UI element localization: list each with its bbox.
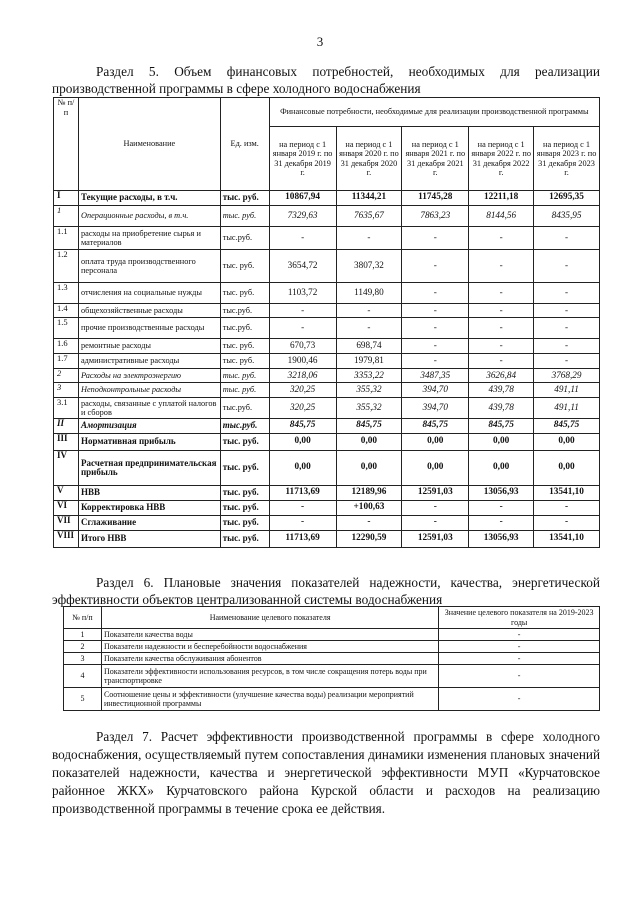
row-value: 1900,46 [269,354,336,369]
table-row [54,486,600,501]
row-value: - [534,318,600,339]
row-name: общехозяйственные расходы [78,304,220,318]
row-name: оплата труда производственного персонала [78,250,220,283]
row-unit: тыс. руб. [220,283,269,304]
row-unit: тыс. руб. [220,501,269,516]
row-name: Текущие расходы, в т.ч. [78,191,220,206]
row-number: 3 [54,383,79,398]
table-row [64,688,600,711]
row-value: - [439,665,600,688]
row-number: 3 [64,653,102,665]
row-value: 11713,69 [269,531,336,548]
row-value: - [534,501,600,516]
row-name: НВВ [78,486,220,501]
header-name: Наименование [78,98,220,191]
table-row [54,304,600,318]
row-name: Операционные расходы, в т.ч. [78,206,220,227]
row-value: 12211,18 [469,191,534,206]
row-value: - [469,339,534,354]
row-unit: тыс.руб. [220,318,269,339]
row-value: 3218,06 [269,369,336,383]
header-period: на период с 1 января 2019 г. по 31 декабря 2019 г. [269,127,336,191]
row-name: Соотношение цены и эффективности (улучшение качества воды) реализации мероприятий инвестиционной программы [101,688,438,711]
row-value: 845,75 [336,419,402,434]
row-value: - [402,516,469,531]
row-value: 7329,63 [269,206,336,227]
header-period: на период с 1 января 2023 г. по 31 декабря 2023 г. [534,127,600,191]
row-value: 3626,84 [469,369,534,383]
row-value: 12695,35 [534,191,600,206]
header-period: на период с 1 января 2020 г. по 31 декабря 2020 г. [336,127,402,191]
row-value: 12591,03 [402,486,469,501]
row-unit: тыс. руб. [220,206,269,227]
row-unit: тыс. руб. [220,250,269,283]
row-value: - [534,250,600,283]
row-number: III [54,434,79,451]
row-value: 3353,22 [336,369,402,383]
row-value: - [469,501,534,516]
row-number: VIII [54,531,79,548]
row-unit: тыс.руб. [220,419,269,434]
row-value: 439,78 [469,398,534,419]
header-group: Финансовые потребности, необходимые для реализации производственной программы [269,98,599,127]
row-value: - [336,304,402,318]
row-value: 845,75 [469,419,534,434]
table-row [64,665,600,688]
financial-needs-table [53,97,600,548]
row-unit: тыс. руб. [220,383,269,398]
row-number: 1.2 [54,250,79,283]
row-value: 8144,56 [469,206,534,227]
row-value: 0,00 [534,451,600,486]
row-value: 7863,23 [402,206,469,227]
header-value: Значение целевого показателя на 2019-2023 годы [439,607,600,629]
row-name: Показатели качества обслуживания абонентов [101,653,438,665]
row-name: Расчетная предпринимательская прибыль [78,451,220,486]
row-value: 12189,96 [336,486,402,501]
row-unit: тыс. руб. [220,354,269,369]
row-value: 0,00 [402,434,469,451]
row-value: +100,63 [336,501,402,516]
row-value: 3768,29 [534,369,600,383]
row-value: 670,73 [269,339,336,354]
row-name: Неподконтрольные расходы [78,383,220,398]
row-number: II [54,419,79,434]
row-number: 1.7 [54,354,79,369]
row-value: - [534,339,600,354]
row-value: - [402,227,469,250]
header-period: на период с 1 января 2022 г. по 31 декабря 2022 г. [469,127,534,191]
row-unit: тыс. руб. [220,486,269,501]
row-value: - [439,653,600,665]
header-period: на период с 1 января 2021 г. по 31 декабря 2021 г. [402,127,469,191]
row-name: прочие производственные расходы [78,318,220,339]
row-value: - [469,354,534,369]
row-value: 3807,32 [336,250,402,283]
table-row [54,227,600,250]
row-value: 3654,72 [269,250,336,283]
row-value: 355,32 [336,383,402,398]
row-value: 491,11 [534,383,600,398]
row-value: - [402,354,469,369]
row-value: 13541,10 [534,486,600,501]
table-row [54,318,600,339]
row-value: 11344,21 [336,191,402,206]
row-unit: тыс. руб. [220,339,269,354]
row-value: 0,00 [269,434,336,451]
table-row [54,451,600,486]
row-value: 13056,93 [469,531,534,548]
row-name: административные расходы [78,354,220,369]
row-number: VII [54,516,79,531]
section6-heading: Раздел 6. Плановые значения показателей надежности, качества, энергетической эффективности объектов централизованной системы водоснабжения [52,575,600,607]
table-row [54,339,600,354]
row-value: - [402,339,469,354]
row-value: 394,70 [402,383,469,398]
row-name: расходы на приобретение сырья и материалов [78,227,220,250]
row-unit: тыс.руб. [220,398,269,419]
row-unit: тыс. руб. [220,451,269,486]
row-value: 10867,94 [269,191,336,206]
row-name: Корректировка НВВ [78,501,220,516]
row-value: - [402,283,469,304]
row-value: - [534,516,600,531]
row-value: 13541,10 [534,531,600,548]
row-name: Показатели надежности и бесперебойности водоснабжения [101,641,438,653]
row-value: - [269,318,336,339]
row-unit: тыс.руб. [220,304,269,318]
row-unit: тыс. руб. [220,369,269,383]
table-row [54,434,600,451]
row-number: 1.6 [54,339,79,354]
row-value: - [469,227,534,250]
row-value: 0,00 [469,451,534,486]
table-row [54,354,600,369]
table-row [54,283,600,304]
row-unit: тыс. руб. [220,434,269,451]
row-value: 845,75 [534,419,600,434]
target-indicators-table [63,606,600,711]
header-name: Наименование целевого показателя [101,607,438,629]
row-value: 698,74 [336,339,402,354]
table-row [64,641,600,653]
row-value: - [534,283,600,304]
row-name: Амортизация [78,419,220,434]
table-row [54,383,600,398]
row-name: Нормативная прибыль [78,434,220,451]
row-number: 1 [64,629,102,641]
row-number: 1.5 [54,318,79,339]
row-value: 8435,95 [534,206,600,227]
row-number: IV [54,451,79,486]
table-row [54,369,600,383]
row-number: 1.3 [54,283,79,304]
row-name: ремонтные расходы [78,339,220,354]
row-number: 4 [64,665,102,688]
row-value: 11713,69 [269,486,336,501]
row-value: - [439,688,600,711]
row-value: 7635,67 [336,206,402,227]
row-name: отчисления на социальные нужды [78,283,220,304]
row-value: 394,70 [402,398,469,419]
row-value: - [336,318,402,339]
row-value: 11745,28 [402,191,469,206]
row-number: 1 [54,206,79,227]
table-row [54,516,600,531]
page-number: 3 [316,34,324,49]
row-value: 439,78 [469,383,534,398]
row-name: Сглаживание [78,516,220,531]
row-value: 0,00 [402,451,469,486]
row-value: 355,32 [336,398,402,419]
row-value: - [402,501,469,516]
row-value: - [269,501,336,516]
row-value: - [469,318,534,339]
table-row [64,629,600,641]
row-value: - [402,318,469,339]
row-value: 1103,72 [269,283,336,304]
row-value: - [402,250,469,283]
row-unit: тыс. руб. [220,191,269,206]
row-value: - [269,227,336,250]
row-value: 3487,35 [402,369,469,383]
row-value: 845,75 [269,419,336,434]
row-value: 0,00 [469,434,534,451]
section5-heading: Раздел 5. Объем финансовых потребностей, необходимых для реализации производственной программы в сфере холодного водоснабжения [52,64,600,96]
row-number: I [54,191,79,206]
row-number: 2 [64,641,102,653]
table-row [54,419,600,434]
row-number: V [54,486,79,501]
table-row [64,653,600,665]
row-value: - [469,250,534,283]
row-value: - [534,304,600,318]
row-value: - [469,283,534,304]
row-number: 1.1 [54,227,79,250]
row-value: - [534,227,600,250]
row-name: Расходы на электроэнергию [78,369,220,383]
row-unit: тыс. руб. [220,516,269,531]
row-value: - [469,516,534,531]
row-value: - [269,516,336,531]
table-row [54,398,600,419]
row-name: Показатели эффективности использования ресурсов, в том числе сокращения потерь воды при транспортировке [101,665,438,688]
row-value: 0,00 [534,434,600,451]
row-value: 1979,81 [336,354,402,369]
row-value: 320,25 [269,398,336,419]
table-row [54,250,600,283]
header-num: № п/п [64,607,102,629]
row-value: 0,00 [336,434,402,451]
row-name: Показатели качества воды [101,629,438,641]
row-value: 0,00 [269,451,336,486]
row-name: расходы, связанные с уплатой налогов и сборов [78,398,220,419]
row-value: 845,75 [402,419,469,434]
header-num: № п/п [54,98,79,191]
row-value: - [534,354,600,369]
row-value: 0,00 [336,451,402,486]
row-unit: тыс. руб. [220,531,269,548]
row-number: 3.1 [54,398,79,419]
header-unit: Ед. изм. [220,98,269,191]
table-row [54,531,600,548]
row-value: 320,25 [269,383,336,398]
row-number: VI [54,501,79,516]
section7-paragraph: Раздел 7. Расчет эффективности производственной программы в сфере холодного водоснабжения, осуществляемый путем сопоставления динамики изменения плановых значений показателей надежности, качества и энергетической эффективности МУП «Курчатовское районное ЖКХ» Курчатовского района Курской области и расходов на реализацию производственной программы в течение срока ее действия. [52,729,600,816]
row-value: - [469,304,534,318]
row-value: 491,11 [534,398,600,419]
row-number: 2 [54,369,79,383]
table-row [54,191,600,206]
row-value: 13056,93 [469,486,534,501]
row-name: Итого НВВ [78,531,220,548]
row-number: 1.4 [54,304,79,318]
table-row [54,501,600,516]
row-value: 12290,59 [336,531,402,548]
row-value: - [269,304,336,318]
row-value: - [402,304,469,318]
row-value: - [439,641,600,653]
row-value: - [336,227,402,250]
table-row [54,206,600,227]
row-value: - [336,516,402,531]
row-value: 12591,03 [402,531,469,548]
row-number: 5 [64,688,102,711]
row-value: - [439,629,600,641]
row-unit: тыс.руб. [220,227,269,250]
row-value: 1149,80 [336,283,402,304]
